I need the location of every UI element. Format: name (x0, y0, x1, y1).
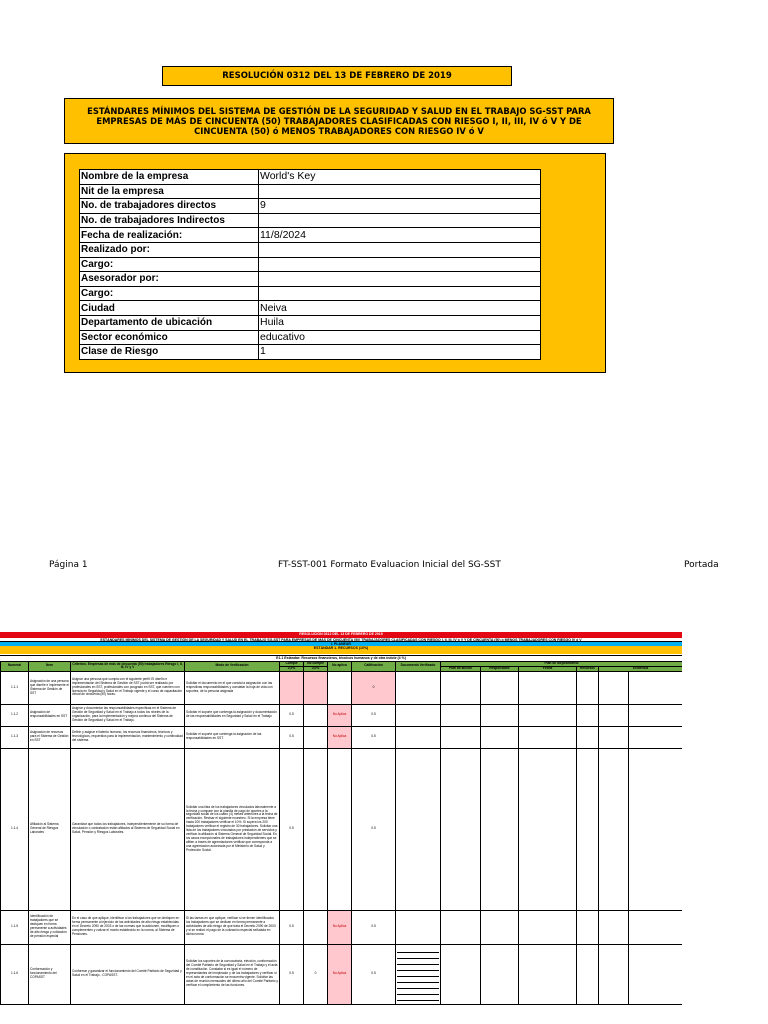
cell-action-plan[interactable] (441, 726, 481, 748)
cell-cumple: 0.5 (280, 910, 304, 944)
company-info-table (79, 169, 541, 360)
cell-resources[interactable] (577, 910, 599, 944)
col-cumple: Cumple (280, 662, 304, 667)
cell-score: 0.5 (352, 748, 396, 910)
info-label: No. de trabajadores Indirectos (80, 213, 259, 228)
info-row (80, 184, 541, 199)
band-substandard: E1.1 Estándar: Recursos financieros, técnicos humanos y de otra índole (4 %) (0, 655, 682, 662)
sub-resources: Recursos (577, 666, 599, 671)
col-document: Documento Verificado (396, 662, 441, 672)
cell-responsible[interactable] (481, 671, 519, 704)
cell-criteria: Conformar y garantizar el funcionamiento del Comité Paritario de Seguridad y Salud en el Trabajo - COPASST. (71, 944, 185, 1004)
cell-resources[interactable] (577, 704, 599, 726)
info-value[interactable]: 9 (259, 199, 541, 214)
cell-criteria: Asignar una persona que cumpla con el siguiente perfil: El diseño e implementación del Sistema de Gestión de SST podrá ser realizado por profesionales en SST, profesionales con posgrado en SST, que cuenten con licencia en Seguridad y Salud en el Trabajo vigente y el curso de capacitación virtual de cincuenta (50) horas. (71, 671, 185, 704)
info-value[interactable] (259, 213, 541, 228)
cell-cumple (280, 671, 304, 704)
info-value[interactable]: Huila (259, 315, 541, 330)
cell-verify: Solicitar el soporte que contenga la asignación de las responsabilidades en SST. (185, 726, 280, 748)
sub-pct-cumple: 0,5% (280, 666, 304, 671)
table-row (1, 671, 683, 704)
cell-document[interactable] (396, 704, 441, 726)
cell-verify: Solicitar los soportes de la convocatoria, elección, conformación del Comité Paritario de Seguridad y Salud en el Trabajo y el acta de constitución. Constatar si es igual el número de representantes del empleador y de los trabajadores y verificar si en el acta de conformación se encuentra vigente. Solicitar las actas de reunión mensuales del último año del Comité Paritario y verificar el cumplimiento de las funciones. (185, 944, 280, 1004)
sub-date: Fecha (519, 666, 577, 671)
cell-score: 0.5 (352, 910, 396, 944)
col-noaplica: No aplica (328, 662, 352, 672)
info-row (80, 286, 541, 301)
cell-evidence[interactable] (599, 726, 629, 748)
cell-responsible[interactable] (481, 748, 519, 910)
cell-action-plan[interactable] (441, 910, 481, 944)
cell-cumple: 0.5 (280, 726, 304, 748)
info-value[interactable]: Neiva (259, 301, 541, 316)
cell-nocumple (304, 910, 328, 944)
cell-document[interactable] (396, 671, 441, 704)
page-number: Página 1 (49, 560, 88, 570)
cell-evidence-2[interactable] (629, 671, 683, 704)
cell-verify: Solicitar una lista de los trabajadores vinculados laboralmente a la fecha y compare con la planilla de pago de aportes a la seguridad social de los cuatro (4) meses anteriores a la fecha de verificación. Revisar el siguiente muestreo. Si la empresa tiene hasta 200 trabajadores verificar el 10%. Si supera los 200 trabajadores verificar el registro de 30 trabajadores. Solicitar una lista de los trabajadores vinculados por prestación de servicios y verificar la afiliación al Sistema General de Seguridad Social. En los casos excepcionales de trabajadores independientes que se afilien a través de agremiaciones verificar que corresponda a una agremiación autorizada por el Ministerio de Salud y Protección Social. (185, 748, 280, 910)
info-value[interactable]: 1 (259, 345, 541, 360)
cell-criteria: En el caso de que aplique, identificar a los trabajadores que se dediquen en forma permanente al ejercicio de las actividades de alto riesgo establecidas en el Decreto 2090 de 2003 o de las normas que la adicionen, modifiquen o complementen y cotizar el monto establecido en la norma, al Sistema de Pensiones. (71, 910, 185, 944)
info-label: Cargo: (80, 257, 259, 272)
info-row (80, 345, 541, 360)
info-row (80, 170, 541, 185)
cell-evidence[interactable] (599, 704, 629, 726)
cell-date[interactable] (519, 704, 577, 726)
cell-responsible[interactable] (481, 704, 519, 726)
cell-cumple: 0.5 (280, 944, 304, 1004)
cell-document[interactable] (396, 910, 441, 944)
cell-date[interactable] (519, 748, 577, 910)
col-item: Ítem (29, 662, 71, 672)
cell-item: Afiliación al Sistema General de Riesgos Laborales (29, 748, 71, 910)
col-nocumple: No cumple (304, 662, 328, 667)
cell-numeral: 1.1.6 (1, 944, 29, 1004)
sheet-name: Portada (684, 560, 719, 570)
cell-document[interactable] (396, 944, 441, 1004)
cell-evidence-2[interactable] (629, 726, 683, 748)
band-planear: I. PLANEAR (0, 642, 682, 646)
cell-numeral: 1.1.1 (1, 671, 29, 704)
info-value[interactable] (259, 257, 541, 272)
col-numeral: Numeral (1, 662, 29, 672)
info-label: Nombre de la empresa (80, 170, 259, 185)
cell-resources[interactable] (577, 671, 599, 704)
info-row (80, 272, 541, 287)
info-label: Clase de Riesgo (80, 345, 259, 360)
cell-verify: Solicitar el documento en el que consta la asignación con las respectivas responsabilidades y constatar la hoja de vida con soportes, de la persona asignada (185, 671, 280, 704)
info-label: Cargo: (80, 286, 259, 301)
cell-nocumple (304, 671, 328, 704)
cell-criteria: Garantizar que todos los trabajadores, independientemente de su forma de vinculación o contratación están afiliados al Sistema de Seguridad Social en Salud, Pensión y Riesgos Laborales. (71, 748, 185, 910)
info-row (80, 228, 541, 243)
cell-item: Conformación y funcionamiento del COPASST (29, 944, 71, 1004)
info-value[interactable]: educativo (259, 330, 541, 345)
cell-numeral: 1.1.2 (1, 704, 29, 726)
cell-date[interactable] (519, 910, 577, 944)
table-row (1, 944, 683, 1004)
cell-item: Asignación de una persona que diseñe e implemente el Sistema de Gestión de SST (29, 671, 71, 704)
info-row (80, 301, 541, 316)
col-score: Calificación (352, 662, 396, 672)
cell-score: 0.5 (352, 944, 396, 1004)
cell-evidence[interactable] (599, 671, 629, 704)
cell-score: 0.5 (352, 704, 396, 726)
cell-score: 0 (352, 671, 396, 704)
info-row (80, 315, 541, 330)
cell-evidence-2[interactable] (629, 910, 683, 944)
col-criteria: Criterios. Empresas de más de cincuenta (50) trabajadores Riesgo I, II, III, IV y V (72, 661, 183, 670)
cell-numeral: 1.1.3 (1, 726, 29, 748)
sub-responsible: Responsable (481, 666, 519, 671)
cell-noaplica (328, 748, 352, 910)
info-value[interactable]: 11/8/2024 (259, 228, 541, 243)
info-label: Fecha de realización: (80, 228, 259, 243)
cell-document[interactable] (396, 748, 441, 910)
info-row (80, 257, 541, 272)
table-row (1, 910, 683, 944)
info-label: Sector económico (80, 330, 259, 345)
cell-action-plan[interactable] (441, 748, 481, 910)
table-row (1, 748, 683, 910)
cell-noaplica (328, 671, 352, 704)
evaluation-table (0, 661, 682, 1005)
cell-verify: Solicitar el soporte que contenga la asignación y documentación de las responsabilidades en Seguridad y Salud en el Trabajo (185, 704, 280, 726)
info-label: Realizado por: (80, 242, 259, 257)
cell-responsible[interactable] (481, 726, 519, 748)
info-label: No. de trabajadores directos (80, 199, 259, 214)
cell-action-plan[interactable] (441, 671, 481, 704)
cell-item: Asignación de responsabilidades en SST (29, 704, 71, 726)
cell-noaplica: No Aplica (328, 944, 352, 1004)
cell-nocumple: 0 (304, 944, 328, 1004)
cell-noaplica: No Aplica (328, 910, 352, 944)
cell-item: Identificación de trabajadores que se dediquen en forma permanente a actividades de alto riesgo y cotización de pensión especial (29, 910, 71, 944)
cell-responsible[interactable] (481, 910, 519, 944)
info-row (80, 213, 541, 228)
cell-cumple: 0.5 (280, 748, 304, 910)
cell-item: Asignación de recursos para el Sistema de Gestión en SST (29, 726, 71, 748)
info-row (80, 330, 541, 345)
cell-nocumple (304, 726, 328, 748)
info-value[interactable] (259, 242, 541, 257)
standards-title: ESTÁNDARES MÍNIMOS DEL SISTEMA DE GESTIÓN DE LA SEGURIDAD Y SALUD EN EL TRABAJO SG-SST PARA EMPRESAS DE MÁS DE CINCUENTA (50) TRABAJADORES CLASIFICADAS CON RIESGO I, II, III, IV ó V Y DE CINCUENTA (50) ó MENOS TRABAJADORES CON RIESGO IV ó V (64, 98, 614, 144)
cell-numeral: 1.1.5 (1, 910, 29, 944)
cell-resources[interactable] (577, 726, 599, 748)
info-label: Nit de la empresa (80, 184, 259, 199)
info-value[interactable] (259, 184, 541, 199)
table-row (1, 704, 683, 726)
info-label: Ciudad (80, 301, 259, 316)
cell-evidence-2[interactable] (629, 704, 683, 726)
cell-resources[interactable] (577, 748, 599, 910)
cell-nocumple (304, 748, 328, 910)
cell-evidence-2[interactable] (629, 748, 683, 910)
evaluation-sheet (0, 632, 682, 1024)
info-row (80, 199, 541, 214)
cell-cumple: 0.5 (280, 704, 304, 726)
document-code: FT-SST-001 Formato Evaluacion Inicial del SG-SST (278, 560, 501, 570)
table-row (1, 726, 683, 748)
cell-noaplica: No Aplica (328, 726, 352, 748)
sub-evidence: Evidencia (599, 666, 683, 671)
band-standard: ESTÁNDAR 1. RECURSOS (10%) (0, 646, 682, 650)
cell-evidence[interactable] (599, 944, 629, 1004)
info-value[interactable]: World's Key (259, 170, 541, 185)
info-label: Asesorador por: (80, 272, 259, 287)
info-value[interactable] (259, 286, 541, 301)
cell-criteria: Asignar y documentar las responsabilidades específicas en el Sistema de Gestión de Seguridad y Salud en el Trabajo a todos los niveles de la organización, para la implementación y mejora continua del Sistema de Gestión de Seguridad y Salud en el Trabajo. (71, 704, 185, 726)
resolution-title: RESOLUCIÓN 0312 DEL 13 DE FEBRERO DE 2019 (162, 66, 512, 86)
cell-date[interactable] (519, 726, 577, 748)
cell-numeral: 1.1.4 (1, 748, 29, 910)
info-value[interactable] (259, 272, 541, 287)
cell-evidence-2[interactable] (629, 944, 683, 1004)
cell-criteria: Definir y asignar el talento humano, los recursos financieros, técnicos y tecnológicos, requeridos para la implementación, mantenimiento y continuidad del sistema. (71, 726, 185, 748)
info-label: Departamento de ubicación (80, 315, 259, 330)
cell-responsible[interactable] (481, 944, 519, 1004)
band-standard-spacer (0, 650, 682, 654)
sub-pct-nocumple: 0,0% (304, 666, 328, 671)
cell-resources[interactable] (577, 944, 599, 1004)
cell-action-plan[interactable] (441, 944, 481, 1004)
document-line (397, 995, 439, 1001)
sub-action-plan: Plan de acción (441, 666, 481, 671)
col-verify: Modo de Verificación (185, 662, 280, 672)
cell-action-plan[interactable] (441, 704, 481, 726)
info-row (80, 242, 541, 257)
cell-date[interactable] (519, 944, 577, 1004)
cell-evidence[interactable] (599, 748, 629, 910)
band-resolution: RESOLUCIÓN 0312 DEL 13 DE FEBRERO DE 2019 (0, 632, 682, 637)
cell-verify: Si las tareas en que aplique, verificar si se tienen identificados los trabajadores que se dedican en forma permanente a actividades de alto riesgo de que trata el Decreto 2090 de 2003 y si se realizó el pago de la cotización especial señalada en dicha norma. (185, 910, 280, 944)
cell-nocumple (304, 704, 328, 726)
col-improvement-plan: Plan de Mejoramiento (441, 662, 683, 667)
cell-score: 0.5 (352, 726, 396, 748)
cell-noaplica: No Aplica (328, 704, 352, 726)
company-info-panel (64, 153, 606, 373)
cell-evidence[interactable] (599, 910, 629, 944)
cell-document[interactable] (396, 726, 441, 748)
band-title: ESTÁNDARES MÍNIMOS DEL SISTEMA DE GESTIÓN DE LA SEGURIDAD Y SALUD EN EL TRABAJO SG-SST PARA EMPRESAS DE MÁS DE CINCUENTA (50) TRABAJADORES CLASIFICADAS CON RIESGO I, II, III, IV ó V Y DE CINCUENTA (50) ó MENOS TRABAJADORES CON RIESGO IV ó V (0, 637, 682, 642)
cell-date[interactable] (519, 671, 577, 704)
